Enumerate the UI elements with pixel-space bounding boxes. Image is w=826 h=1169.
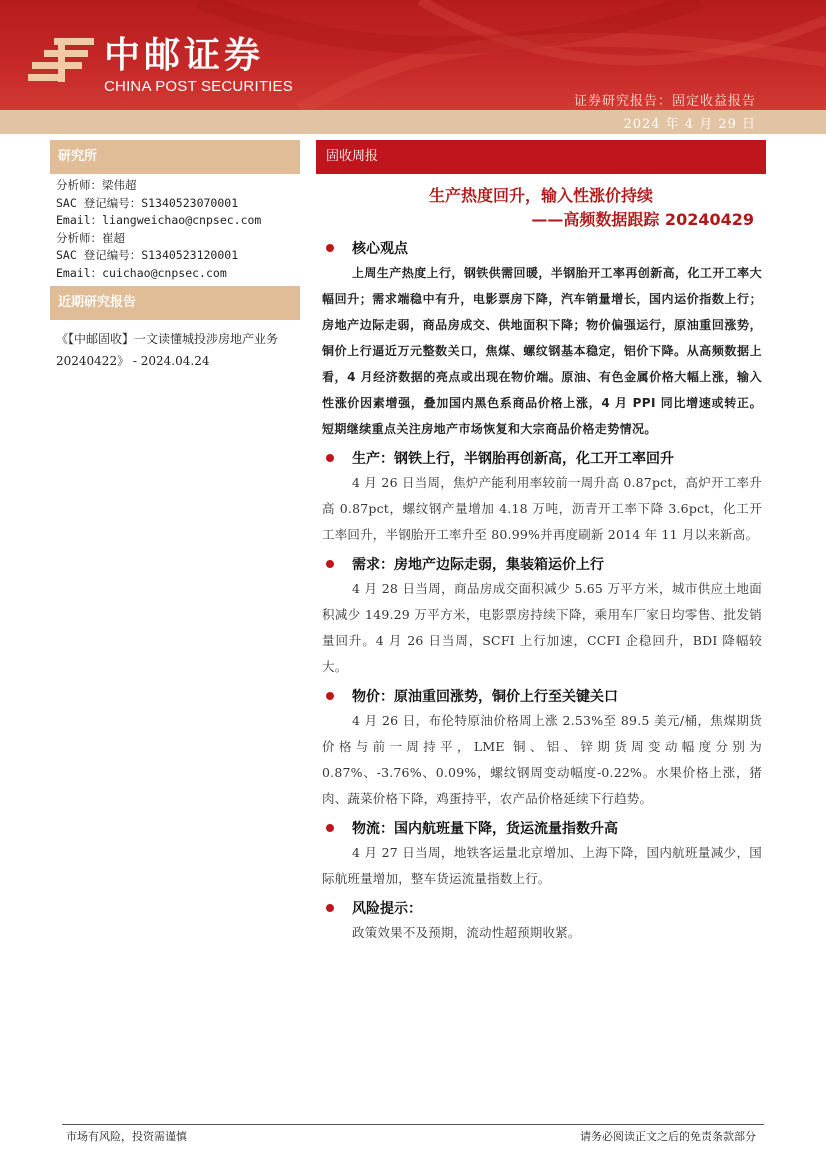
section-text: 4 月 26 日当周，焦炉产能利用率较前一周升高 0.87pct，高炉开工率升高 0.87pct，螺纹钢产量增加 4.18 万吨，沥青开工率下降 3.6pct，化工开工率回升，半钢胎开工率升至 80.99%并再度刷新 2014 年 11 月以来新高。 [322, 475, 762, 542]
recent-report-link[interactable]: 《【中邮固收】一文读懂城投涉房地产业务 20240422》 - 2024.04.24 [56, 332, 279, 368]
bullet-icon [326, 244, 334, 252]
section-text: 4 月 28 日当周，商品房成交面积减少 5.65 万平方米，城市供应土地面积减少 149.29 万平方米，电影票房持续下降，乘用车厂家日均零售、批发销量回升。4 月 26 日当周，SCFI 上行加速，CCFI 企稳回升，BDI 降幅较大。 [322, 581, 762, 674]
analyst-sac: SAC 登记编号：S1340523120001 [56, 248, 239, 262]
section-text: 政策效果不及预期，流动性超预期收紧。 [352, 925, 581, 940]
bullet-icon [326, 692, 334, 700]
analyst-name: 分析师：崔超 [56, 230, 125, 245]
section-heading: 核心观点 [316, 236, 766, 260]
report-type: 证券研究报告：固定收益报告 [573, 94, 756, 109]
brand-name-cn: 中邮证券 [104, 35, 265, 76]
china-post-logo-icon [28, 36, 96, 84]
brand-name-en: CHINA POST SECURITIES [104, 78, 293, 95]
report-category-tag: 固收周报 [316, 140, 766, 174]
section-text: 4 月 27 日当周，地铁客运量北京增加、上海下降，国内航班量减少，国际航班量增加，整车货运流量指数上行。 [322, 845, 762, 886]
section-text: 4 月 26 日，布伦特原油价格周上涨 2.53%至 89.5 美元/桶，焦煤期货价格与前一周持平，LME 铜、铝、锌期货周变动幅度分别为 0.87%、-3.76%、0.09%，螺纹钢周变动幅度-0.22%。水果价格上涨，猪肉、蔬菜价格下降，鸡蛋持平，农产品价格延续下行趋势。 [322, 713, 762, 806]
section-heading: 需求：房地产边际走弱，集装箱运价上行 [316, 552, 766, 576]
analyst-name: 分析师：梁伟超 [56, 178, 137, 192]
section-heading: 风险提示： [316, 896, 766, 920]
footer-disclaimer-note: 请务必阅读正文之后的免责条款部分 [580, 1130, 756, 1143]
bullet-icon [326, 560, 334, 568]
report-title: 生产热度回升，输入性涨价持续 [428, 186, 653, 205]
section-heading: 物流：国内航班量下降，货运流量指数升高 [316, 816, 766, 840]
bullet-icon [326, 454, 334, 462]
analyst-email[interactable]: Email：cuichao@cnpsec.com [56, 265, 227, 280]
report-date: 2024 年 4 月 29 日 [623, 117, 756, 132]
footer-divider [62, 1124, 764, 1125]
report-subtitle: ——高频数据跟踪 20240429 [531, 210, 754, 229]
bullet-icon [326, 904, 334, 912]
institute-label: 研究所 [50, 140, 300, 174]
section-heading: 物价：原油重回涨势，铜价上行至关键关口 [316, 684, 766, 708]
section-heading: 生产：钢铁上行，半钢胎再创新高，化工开工率回升 [316, 446, 766, 470]
left-sidebar [50, 140, 300, 372]
bullet-icon [326, 824, 334, 832]
footer-risk-note: 市场有风险，投资需谨慎 [66, 1130, 187, 1143]
analyst-info [50, 174, 300, 286]
recent-reports-label: 近期研究报告 [50, 286, 300, 320]
section-text: 上周生产热度上行，钢铁供需回暖，半钢胎开工率再创新高，化工开工率大幅回升；需求端稳中有升，电影票房下降，汽车销量增长，国内运价指数上行；房地产边际走弱，商品房成交、供地面积下降；物价偏强运行，原油重回涨势，铜价上行逼近万元整数关口，焦煤、螺纹钢基本稳定，铝价下降。从高频数据上看，4 月经济数据的亮点或出现在物价端。原油、有色金属价格大幅上涨，输入性涨价因素增强，叠加国内黑色系商品价格上涨，4 月 PPI 同比增速或转正。短期继续重点关注房地产市场恢复和大宗商品价格走势情况。 [322, 266, 762, 436]
main-content [316, 140, 766, 946]
analyst-sac: SAC 登记编号：S1340523070001 [56, 195, 239, 210]
analyst-email[interactable]: Email：liangweichao@cnpsec.com [56, 213, 262, 227]
report-header [0, 0, 826, 110]
